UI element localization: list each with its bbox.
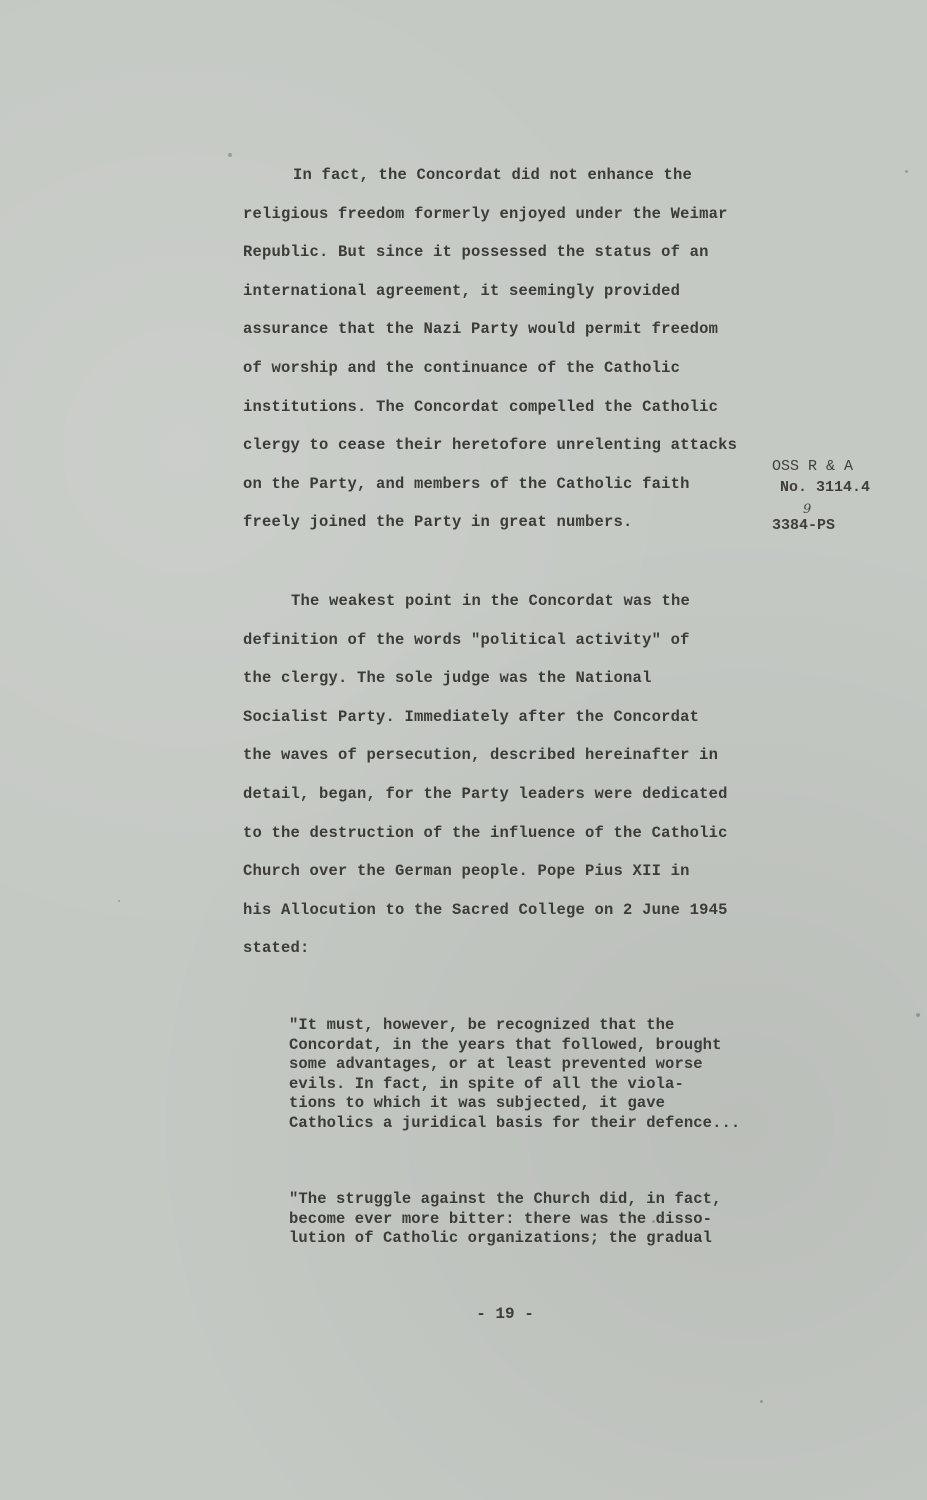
quote-line: Catholics a juridical basis for their defence...: [289, 1113, 741, 1132]
page-number: - 19 -: [476, 1305, 534, 1323]
text-line: stated:: [243, 939, 310, 958]
text-line: assurance that the Nazi Party would permit freedom: [243, 320, 719, 339]
margin-note-ps: 3384-PS: [772, 517, 836, 534]
quote-line: lution of Catholic organizations; the gradual: [289, 1229, 713, 1247]
margin-note-oss: OSS R & A: [772, 458, 854, 475]
quote-line: some advantages, or at least prevented worse: [289, 1055, 703, 1073]
quote-line: "The struggle against the Church did, in fact,: [289, 1190, 722, 1208]
paper-speck: [760, 1400, 763, 1403]
text-line: Socialist Party. Immediately after the Concordat: [243, 707, 700, 726]
paper-speck: [905, 170, 908, 173]
text-line: Republic. But since it possessed the status of an: [243, 243, 709, 262]
quote-line: Concordat, in the years that followed, brought: [289, 1035, 722, 1054]
text-line: The weakest point in the Concordat was the: [291, 592, 691, 610]
text-line: Church over the German people. Pope Pius XII in: [243, 862, 690, 881]
text-line: definition of the words "political activity" of: [243, 630, 690, 649]
text-line: international agreement, it seemingly provided: [243, 281, 681, 300]
text-line: to the destruction of the influence of the Catholic: [243, 823, 728, 842]
text-line: religious freedom formerly enjoyed under the Weimar: [243, 204, 728, 223]
text-line: institutions. The Concordat compelled the Catholic: [243, 397, 719, 416]
quote-line: evils. In fact, in spite of all the viola-: [289, 1074, 684, 1093]
handwritten-mark: 9: [803, 502, 812, 517]
paper-speck: [118, 900, 120, 902]
text-line: detail, began, for the Party leaders were dedicated: [243, 784, 728, 803]
paragraph-1: [243, 156, 783, 542]
text-line: clergy to cease their heretofore unrelenting attacks: [243, 436, 738, 455]
quote-line: "It must, however, be recognized that the: [289, 1016, 675, 1034]
quote-line: tions to which it was subjected, it gave: [289, 1094, 666, 1112]
text-line: the waves of persecution, described hereinafter in: [243, 746, 719, 765]
paper-speck: [916, 1013, 920, 1017]
text-line: freely joined the Party in great numbers.: [243, 513, 633, 532]
text-line: of worship and the continuance of the Catholic: [243, 358, 681, 377]
block-quote-2: [289, 1190, 789, 1249]
block-quote-1: [289, 1016, 789, 1133]
paper-speck: [228, 153, 232, 157]
text-line: In fact, the Concordat did not enhance the: [293, 166, 693, 184]
margin-note-number: No. 3114.4: [780, 479, 871, 496]
text-line: the clergy. The sole judge was the National: [243, 669, 652, 688]
quote-line: become ever more bitter: there was the disso-: [289, 1209, 713, 1228]
text-line: on the Party, and members of the Catholic faith: [243, 474, 690, 493]
text-line: his Allocution to the Sacred College on 2 June 1945: [243, 900, 728, 919]
paragraph-2: [243, 582, 783, 968]
